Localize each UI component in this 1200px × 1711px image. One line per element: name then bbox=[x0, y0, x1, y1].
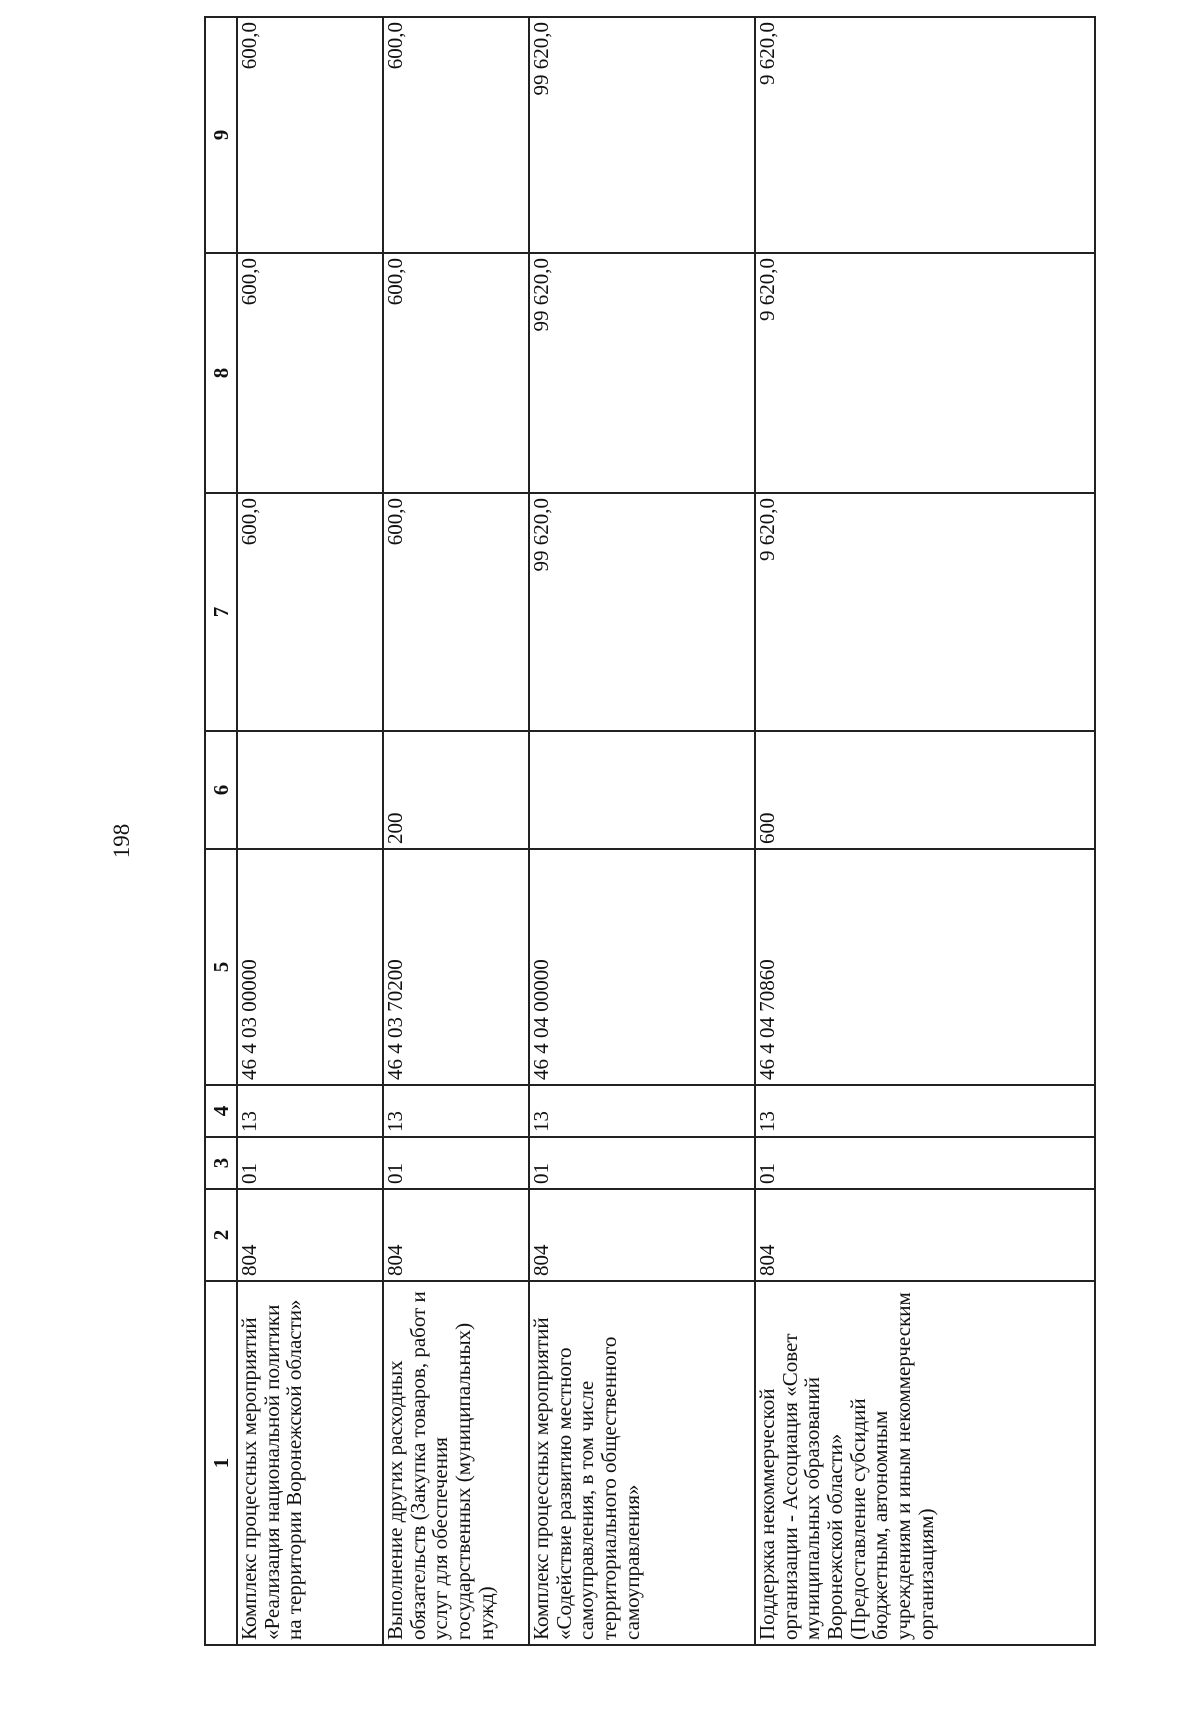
cell-c6: 600 bbox=[755, 731, 1095, 849]
cell-c5: 46 4 03 00000 bbox=[237, 849, 383, 1085]
header-cell: 7 bbox=[205, 493, 237, 731]
header-cell: 1 bbox=[205, 1281, 237, 1645]
cell-c7: 600,0 bbox=[237, 493, 383, 731]
cell-c5: 46 4 03 70200 bbox=[383, 849, 529, 1085]
cell-c9: 600,0 bbox=[237, 17, 383, 253]
cell-c5: 46 4 04 70860 bbox=[755, 849, 1095, 1085]
cell-c3: 01 bbox=[529, 1137, 755, 1189]
cell-c2: 804 bbox=[529, 1189, 755, 1281]
table-row bbox=[237, 17, 383, 1645]
header-cell: 9 bbox=[205, 17, 237, 253]
table-row bbox=[755, 17, 1095, 1645]
cell-c4: 13 bbox=[237, 1085, 383, 1137]
header-cell: 3 bbox=[205, 1137, 237, 1189]
header-cell: 5 bbox=[205, 849, 237, 1085]
cell-c3: 01 bbox=[237, 1137, 383, 1189]
row-name: Комплекс процессных мероприятий «Содействие развитию местного самоуправления, в том числе территориального общественного самоуправления» bbox=[529, 1281, 755, 1645]
cell-c8: 600,0 bbox=[237, 253, 383, 493]
page-number: 198 bbox=[109, 823, 134, 859]
cell-c7: 99 620,0 bbox=[529, 493, 755, 731]
table-row bbox=[383, 17, 529, 1645]
cell-c6 bbox=[237, 731, 383, 849]
cell-c2: 804 bbox=[237, 1189, 383, 1281]
row-name: Поддержка некоммерческой организации - Ассоциация «Совет муниципальных образований Воронежской области» (Предоставление субсидий бюджетным, автономным учреждениям и иным некоммерческим организациям) bbox=[755, 1281, 1095, 1645]
cell-c9: 9 620,0 bbox=[755, 17, 1095, 253]
cell-c9: 600,0 bbox=[383, 17, 529, 253]
cell-c2: 804 bbox=[755, 1189, 1095, 1281]
row-name: Выполнение других расходных обязательств (Закупка товаров, работ и услуг для обеспечения государственных (муниципальных) нужд) bbox=[383, 1281, 529, 1645]
cell-c7: 600,0 bbox=[383, 493, 529, 731]
cell-c8: 9 620,0 bbox=[755, 253, 1095, 493]
header-row bbox=[205, 17, 237, 1645]
cell-c7: 9 620,0 bbox=[755, 493, 1095, 731]
cell-c3: 01 bbox=[383, 1137, 529, 1189]
header-cell: 6 bbox=[205, 731, 237, 849]
cell-c2: 804 bbox=[383, 1189, 529, 1281]
cell-c6: 200 bbox=[383, 731, 529, 849]
cell-c4: 13 bbox=[529, 1085, 755, 1137]
cell-c5: 46 4 04 00000 bbox=[529, 849, 755, 1085]
cell-c8: 99 620,0 bbox=[529, 253, 755, 493]
cell-c4: 13 bbox=[383, 1085, 529, 1137]
cell-c6 bbox=[529, 731, 755, 849]
budget-table bbox=[204, 16, 1096, 1646]
cell-c3: 01 bbox=[755, 1137, 1095, 1189]
table-row bbox=[529, 17, 755, 1645]
header-cell: 2 bbox=[205, 1189, 237, 1281]
rotated-table-container bbox=[204, 22, 1096, 1646]
cell-c9: 99 620,0 bbox=[529, 17, 755, 253]
row-name: Комплекс процессных мероприятий «Реализация национальной политики на территории Воронежской области» bbox=[237, 1281, 383, 1645]
cell-c4: 13 bbox=[755, 1085, 1095, 1137]
header-cell: 8 bbox=[205, 253, 237, 493]
cell-c8: 600,0 bbox=[383, 253, 529, 493]
header-cell: 4 bbox=[205, 1085, 237, 1137]
